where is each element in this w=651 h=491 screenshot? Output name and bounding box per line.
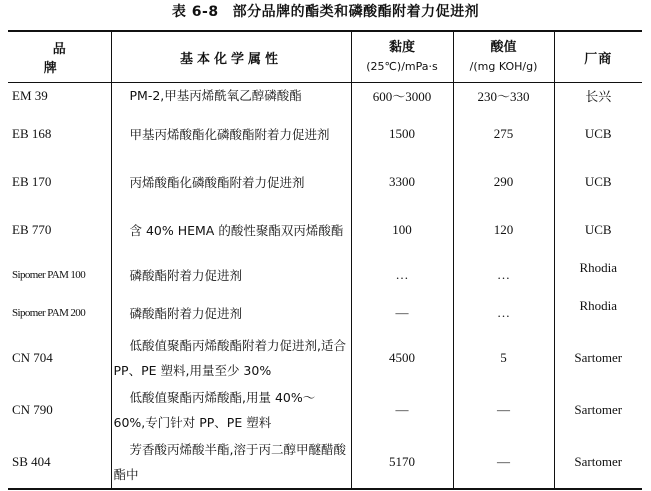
cell-acid-value: 230～330 [453,83,554,109]
header-row [8,31,642,83]
cell-properties [111,204,351,256]
header-manufacturer: 厂商 [554,31,642,83]
cell-properties-text: 低酸值聚酯丙烯酸酯附着力促进剂,适合 PP、PE 塑料,用量至少 30% [113,338,346,378]
cell-properties [111,436,351,489]
cell-manufacturer: Rhodia [554,294,642,332]
cell-acid-value: — [453,384,554,436]
cell-properties [111,256,351,294]
cell-brand: SB 404 [8,436,111,489]
table-row [8,256,642,294]
cell-manufacturer: UCB [554,204,642,256]
cell-properties-text: 磷酸酯附着力促进剂 [129,267,243,283]
cell-brand: CN 704 [12,350,53,365]
cell-brand: EB 170 [12,174,52,189]
table-row [8,332,642,384]
cell-brand: Sipomer PAM 100 [12,269,86,281]
table-row [8,384,642,436]
cell-acid-value: — [453,436,554,489]
cell-properties-text: 含 40% HEMA 的酸性聚酯双丙烯酸酯 [129,222,344,238]
cell-viscosity: 100 [351,204,453,256]
cell-acid-value: … [453,256,554,294]
cell-brand: EB 770 [12,222,52,237]
header-viscosity [351,31,453,83]
table-number: 表 6-8 [171,4,219,20]
adhesion-promoter-table [8,30,642,490]
cell-properties [111,332,351,384]
cell-manufacturer: UCB [554,160,642,204]
cell-properties [111,384,351,436]
table-row [8,294,642,332]
cell-acid-value: 120 [453,204,554,256]
header-properties: 基本化学属性 [111,31,351,83]
cell-brand: CN 790 [12,402,53,417]
cell-acid-value: … [453,294,554,332]
table-row [8,436,642,489]
table-header [8,31,642,83]
table-caption [0,3,651,21]
cell-properties [111,160,351,204]
table-body [8,83,642,490]
table-title: 部分品牌的酯类和磷酸酯附着力促进剂 [232,4,480,20]
header-viscosity-label: 黏度 [388,40,415,55]
cell-acid-value: 290 [453,160,554,204]
cell-properties-text: PM-2,甲基丙烯酰氧乙醇磷酸酯 [129,88,302,103]
header-acid-value [453,31,554,83]
header-acid-label: 酸值 [490,40,517,55]
cell-manufacturer: Rhodia [554,256,642,294]
cell-properties [111,294,351,332]
cell-manufacturer: Sartomer [554,384,642,436]
header-viscosity-unit: (25℃)/mPa·s [366,60,438,73]
cell-brand: EB 168 [12,126,52,141]
cell-properties [111,108,351,160]
table-row [8,108,642,160]
cell-viscosity: 5170 [351,436,453,489]
cell-properties-text: 丙烯酸酯化磷酸酯附着力促进剂 [129,174,305,190]
table-row [8,160,642,204]
table-row [8,83,642,109]
cell-properties [111,83,351,109]
cell-manufacturer: Sartomer [554,436,642,489]
cell-viscosity: — [351,384,453,436]
cell-acid-value: 5 [453,332,554,384]
cell-viscosity: … [351,256,453,294]
header-brand: 品 牌 [8,31,111,83]
cell-viscosity: 600～3000 [351,83,453,109]
cell-brand: Sipomer PAM 200 [12,307,86,319]
table-row [8,204,642,256]
cell-viscosity: 4500 [351,332,453,384]
cell-properties-text: 芳香酸丙烯酸半酯,溶于丙二醇甲醚醋酸酯中 [113,442,346,482]
cell-properties-text: 低酸值聚酯丙烯酸酯,用量 40%～60%,专门针对 PP、PE 塑料 [113,390,316,430]
cell-properties-text: 磷酸酯附着力促进剂 [129,305,243,321]
cell-properties-text: 甲基丙烯酸酯化磷酸酯附着力促进剂 [129,126,330,142]
cell-viscosity: 3300 [351,160,453,204]
cell-manufacturer: 长兴 [554,83,642,109]
cell-viscosity: — [351,294,453,332]
cell-viscosity: 1500 [351,108,453,160]
cell-brand: EM 39 [12,87,48,103]
cell-manufacturer: Sartomer [554,332,642,384]
cell-manufacturer: UCB [554,108,642,160]
cell-acid-value: 275 [453,108,554,160]
header-acid-unit: /(mg KOH/g) [469,60,538,73]
